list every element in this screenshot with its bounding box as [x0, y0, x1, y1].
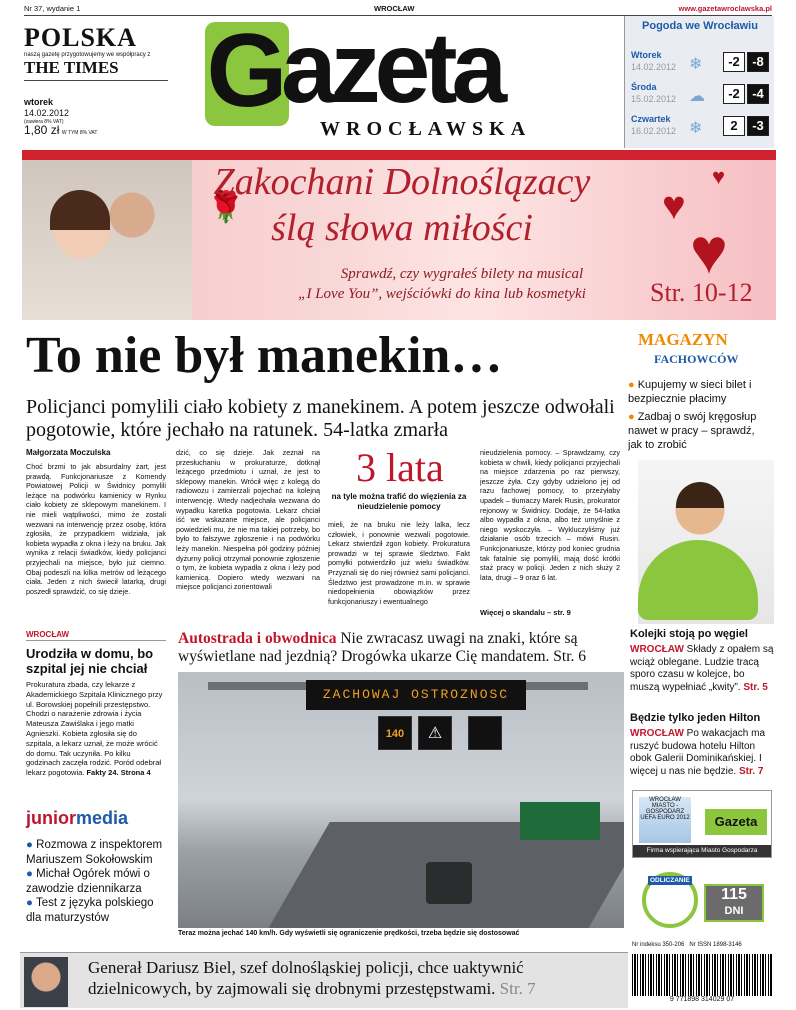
temp-night: -3 — [747, 116, 769, 136]
left-story-body: Prokuratura zbada, czy lekarze z Akademickiego Szpitala Klinicznego przy ul. Borowskiej popełnili przestępstwo. Chodzi o narażenie zdrowia i życia Mateusza Zawiślaka i jego matki Agnieszki. Kobieta zgłosiła się do szpitala, a lekarz uznał, że może wrócić do domu. Tak uczyniła. Po kilku godzinach zaczęła rodzić. Poród odebrał lekarz pogotowia. — [26, 680, 163, 778]
weather-day-3 — [631, 114, 773, 142]
weather-title: Pogoda we Wrocławiu — [642, 20, 758, 32]
car — [426, 862, 472, 904]
speed-limit-sign: 140 — [378, 716, 412, 750]
sponsor-label: Firma wspierająca Miasto Gospodarza — [633, 845, 771, 857]
temp-night: -8 — [747, 52, 769, 72]
bullet-icon: ● — [628, 379, 638, 391]
euro-countdown — [632, 872, 772, 930]
section-label: WROCŁAW — [630, 728, 684, 739]
article-column-3: mieli, że na bruku nie leży lalka, lecz człowiek, i ponownie wezwali pogotowie. Lekarz stwierdził zgon kobiety. Prokuratura prowadzi w tej sprawie śledztwo. Fakt pomyłki potwierdziło już wielu świadków. Przyznali się do niej również sami policjanci. Śledztwo jest prowadzone m.in. w sprawie niedopełnienia obowiązków przez funkcjonariuszy i ewentualnego — [328, 520, 470, 606]
left-story-headline[interactable]: Urodziła w domu, bo szpital jej nie chciał — [26, 646, 154, 676]
gazeta-mini-logo: Gazeta — [705, 809, 767, 835]
autostrada-text: Nie zwracasz uwagi na znaki, które są wyświetlane nad jezdnią? Drogówka ukarze Cię mandatem. Str. 6 — [178, 630, 587, 665]
polska-block — [24, 24, 168, 81]
banner-subtitle-line2: „I Love You”, wejściówki do kina lub kosmetyki — [298, 286, 586, 302]
snow-icon: ❄ — [689, 120, 703, 137]
heart-icon: ♥ — [662, 184, 686, 228]
magazyn-item-1 — [628, 378, 768, 406]
junior-item[interactable]: ● Test z języka polskiego dla maturzystów — [26, 897, 154, 924]
price: 1,80 zł — [24, 123, 60, 137]
junior-item-text: Test z języka polskiego dla maturzystów — [26, 897, 154, 924]
section-label: WROCŁAW — [630, 644, 684, 655]
index-numbers — [632, 942, 772, 948]
countdown-number — [704, 884, 764, 922]
heart-icon: ♥ — [690, 215, 728, 287]
vms-display: ZACHOWAJ OSTROZNOSC — [306, 680, 526, 710]
host-city-logo: WROCŁAW MIASTO - GOSPODARZ UEFA EURO 2012 — [639, 797, 691, 843]
weather-day-name: Czwartek — [631, 114, 671, 124]
right-story-2-text — [630, 728, 776, 778]
index-number: Nr indeksu 350-206 — [632, 942, 685, 948]
right-story-2-headline[interactable]: Będzie tylko jeden Hilton — [630, 712, 761, 724]
autostrada-lead: Autostrada i obwodnica — [178, 630, 337, 647]
right-story-1-headline[interactable]: Kolejki stoją po węgiel — [630, 628, 748, 640]
logo-wordmark: azeta — [281, 12, 502, 124]
general-portrait — [24, 957, 68, 1007]
pull-number-note: na tyle można trafić do więzienia za nieudzielenie pomocy — [331, 492, 467, 511]
polska-tagline: naszą gazetę przygotowujemy we współpracy z — [24, 52, 151, 58]
countdown-label: ODLICZANIE — [650, 877, 690, 884]
weather-day-date: 14.02.2012 — [631, 62, 677, 72]
pull-number: 3 lata — [356, 445, 444, 490]
junior-media-logo[interactable] — [26, 808, 128, 829]
page-ref: Str. 7 — [738, 765, 764, 777]
snow-icon: ❄ — [689, 56, 703, 73]
issn-number: Nr ISSN 1898-3146 — [689, 942, 742, 948]
magazyn-item-2 — [628, 410, 768, 452]
logo-g-letter: G — [206, 13, 288, 129]
lead-headline[interactable]: To nie był manekin… — [26, 327, 503, 384]
left-story-ref: Fakty 24. Strona 4 — [86, 768, 151, 778]
magazyn-item-text: Kupujemy w sieci bilet i bezpiecznie płacimy — [628, 379, 752, 405]
temp-day: -2 — [723, 84, 745, 104]
vat-note: W TYM 8% VAT — [61, 130, 98, 136]
issue-number: Nr 37, wydanie 1 — [24, 4, 81, 13]
temp-night: -4 — [747, 84, 769, 104]
junior-list — [26, 838, 170, 925]
article-column-4: nieudzielenia pomocy. – Sprawdzamy, czy kobieta w chwili, kiedy policjanci przyjechali na miejsce zdarzenia po raz pierwszy, jeszcze żyła. Czy gdyby udzielono jej od razu fachowej pomocy, to przeżyłaby upadek – tłumaczy Marek Rusin, prokurator rejonowy w Świdnicy. Dodaje, że 54-latka albo wypadła z okna, albo też umyślnie z niego wyskoczyła. – Wykluczyliśmy już działanie osób trzecich – mówi Rusin. Funkcjonariusze, którzy pod koniec grudnia tak fatalnie się pomylili, mają dość krótki staż pracy w policji. Jeden z nich służy 2 lata, drugi – 9 oraz 6 lat. — [480, 448, 620, 582]
bullet-icon: ● — [628, 411, 638, 423]
byline: Małgorzata Moczulska — [26, 448, 111, 457]
banner-page-ref: Str. 10-12 — [650, 278, 753, 307]
logo-subtitle: WROCŁAWSKA — [320, 118, 532, 140]
magazyn-subtitle: FACHOWCÓW — [654, 352, 739, 366]
temp-day: -2 — [723, 52, 745, 72]
price-note: (zawiera 8% VAT) — [24, 119, 64, 125]
barcode — [632, 954, 772, 996]
junior-brand: junior — [26, 808, 76, 828]
masthead-logo[interactable] — [205, 12, 625, 142]
polska-title: POLSKA — [24, 23, 137, 52]
banner-subtitle-line1: Sprawdź, czy wygrałeś bilety na musical — [340, 266, 584, 282]
blank-sign — [468, 716, 502, 750]
heart-icon: ♥ — [712, 164, 726, 189]
barcode-number: 9 771898 314029 07 — [632, 996, 772, 1003]
magazyn-item-text: Zadbaj o swój kręgosłup nawet w pracy – sprawdź, jak to zrobić — [628, 411, 757, 451]
date-block — [24, 97, 168, 139]
page-ref: Str. 7 — [499, 979, 536, 998]
section-label: WROCŁAW — [26, 630, 166, 641]
media-brand: media — [76, 808, 129, 828]
story-body: Po wakacjach ma ruszyć budowa hotelu Hilton obok Galerii Dominikańskiej. I więcej u nas nie będzie. — [630, 728, 766, 777]
more-link[interactable]: Więcej o skandalu – str. 9 — [480, 608, 571, 617]
edition-city: WROCŁAW — [374, 4, 415, 13]
lead-deck: Policjanci pomylili ciało kobiety z manekinem. A potem jeszcze odwołali pogotowie, które jechało na ratunek. 54-latka zmarła — [26, 396, 615, 441]
junior-item-text: Michał Ogórek mówi o zawodzie dziennikarza — [26, 868, 150, 895]
magazyn-title: MAGAZYN — [638, 330, 728, 349]
weather-day-date: 15.02.2012 — [631, 94, 677, 104]
bottom-teaser[interactable] — [20, 952, 628, 1008]
banner-title-line1: Zakochani Dolnoślązacy — [213, 161, 591, 203]
junior-item[interactable]: ● Rozmowa z inspektorem Mariuszem Sokołowskim — [26, 839, 163, 866]
cloud-icon: ☁ — [689, 88, 705, 105]
woman-exercise-photo — [638, 460, 774, 624]
weather-day-name: Wtorek — [631, 50, 662, 60]
photo-caption: Teraz można jechać 140 km/h. Gdy wyświetli się ograniczenie prędkości, trzeba będzie się dostosować — [178, 930, 520, 937]
valentine-banner[interactable] — [22, 150, 776, 320]
page-ref: Str. 5 — [743, 681, 768, 693]
weather-day-date: 16.02.2012 — [631, 126, 677, 136]
autostrada-teaser[interactable] — [178, 630, 624, 666]
warning-sign-icon: ⚠ — [418, 716, 452, 750]
weather-box — [624, 16, 774, 148]
banner-title-line2: ślą słowa miłości — [271, 207, 533, 249]
countdown-days: 115 — [721, 886, 747, 903]
story-body: Składy z opałem są wciąż oblegane. Ludzie tracą sporo czasu w kolejce, bo muszą wypełniać „kwity”. — [630, 644, 774, 693]
bottom-text: Generał Dariusz Biel, szef dolnośląskiej policji, chce uaktywnić dzielnicowych, by zajmowali się drobnymi przestępstwami. — [88, 958, 524, 998]
euro-host-box[interactable] — [632, 790, 772, 858]
issue-date: 14.02.2012 — [24, 108, 70, 118]
issue-day: wtorek — [24, 97, 54, 107]
temp-day: 2 — [723, 116, 745, 136]
direction-sign — [520, 802, 600, 840]
junior-item-text: Rozmowa z inspektorem Mariuszem Sokołowskim — [26, 839, 163, 866]
junior-item[interactable]: ● Michał Ogórek mówi o zawodzie dziennikarza — [26, 868, 150, 895]
couple-photo — [22, 160, 192, 320]
magazyn-promo[interactable] — [628, 326, 776, 624]
rose-icon: 🌹 — [207, 191, 245, 224]
partner-logo: THE TIMES — [24, 59, 168, 81]
website-link[interactable]: www.gazetawroclawska.pl — [678, 4, 772, 13]
weather-day-2 — [631, 82, 773, 110]
highway-photo — [178, 672, 624, 928]
right-story-1-text — [630, 644, 776, 694]
weather-day-name: Środa — [631, 82, 657, 92]
article-column-1: Choć brzmi to jak absurdalny żart, jest prawdą. Funkcjonariusze z Komendy Powiatowej Policji w Świdnicy pomylili leżące na podwórku kamienicy w Rynku ciało kobiety ze sklepowym manekinem. I nie mieli wątpliwości, mimo że zostali wezwani na interwencję przez osobę, która zgłosiła, że przypadkiem widziała, jak kobieta wypadła z okna i leży na bruku. Jak wynika z relacji świadków, kiedy policjanci przyjechali na miejsce, było już ciemno. Obaj podeszli na kilka metrów od leżącego ciała. Jeden z nich świecił latarką, drugi poszedł sprawdzić, co się dzieje. — [26, 462, 166, 596]
weather-day-1 — [631, 50, 773, 78]
bottom-teaser-text — [88, 957, 628, 999]
left-story-text — [26, 680, 166, 778]
countdown-unit: DNI — [724, 905, 744, 917]
article-column-2: dzić, co się dzieje. Jak zeznał na przesłuchaniu w prokuraturze, dotknął leżącego przedmiotu i uznał, że jest to sklepowy manekin. Wrócił więc z kolegą do radiowozu i zamierzali pojechać na kolejną interwencję. Wtedy nadjechała wezwana do wypadku karetka pogotowia. Lekarz chciał iść we wskazane miejsce, ale policjanci powiedzieli mu, że nie ma takiej potrzeby, bo było to fałszywe zgłoszenie i na podwórku leży manekin. Niespełna pół godziny później dyżurny policji otrzymał ponownie zgłoszenie o tym, że kobieta wypadła z okna i leży pod kamienicą. Dopiero wtedy wezwani na miejsce policjanci zorientowali — [176, 448, 320, 592]
banner-stripe — [22, 150, 776, 160]
